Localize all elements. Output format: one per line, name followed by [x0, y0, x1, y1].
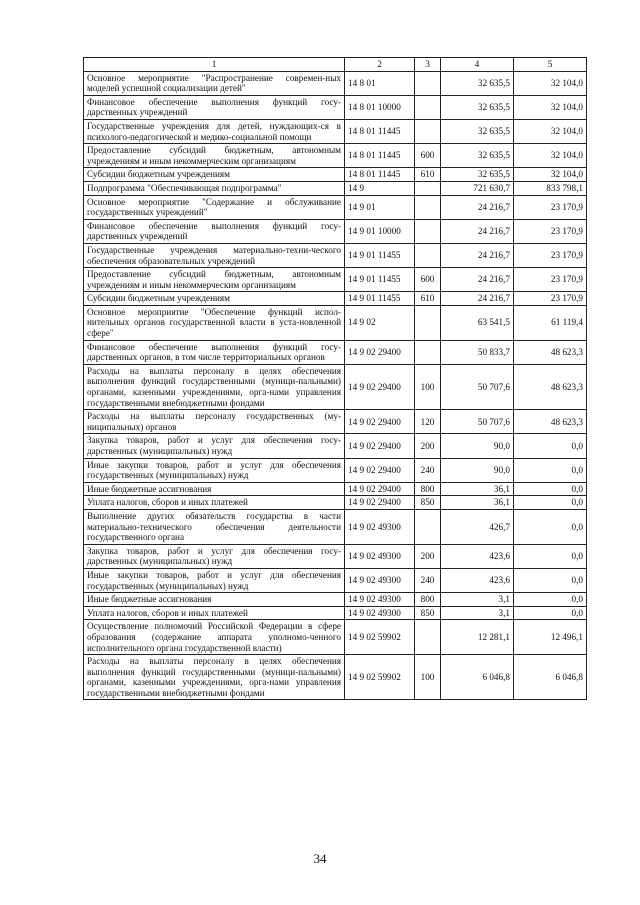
- row-name-cell: Расходы на выплаты персоналу в целях обеспечения выполнения функций государственными (муници-пальными) органами, казенными учреждениями, орга-нами управления государственными внебюджетными фондами: [84, 364, 345, 409]
- row-vr-cell: [415, 509, 441, 544]
- row-value-col4-cell: 12 281,1: [441, 620, 514, 655]
- page-number: 34: [313, 851, 327, 866]
- table-row: [84, 620, 587, 655]
- table-row: [84, 195, 587, 219]
- row-value-col4-cell: 36,1: [441, 482, 514, 496]
- row-value-col5-cell: 0,0: [514, 568, 587, 592]
- row-name-cell: Предоставление субсидий бюджетным, автономным учреждениям и иным некоммерческим организациям: [84, 144, 345, 168]
- row-vr-cell: [415, 305, 441, 340]
- row-name-cell: Государственные учреждения для детей, нуждающих-ся в психолого-педагогической и медико-социальной помощи: [84, 119, 345, 143]
- row-code-cell: 14 9 02 29400: [345, 340, 415, 364]
- row-code-cell: 14 9 02 59902: [345, 620, 415, 655]
- row-vr-cell: [415, 219, 441, 243]
- row-value-col4-cell: 50 707,6: [441, 410, 514, 434]
- table-row: [84, 144, 587, 168]
- row-code-cell: 14 9 02 29400: [345, 496, 415, 510]
- table-row: [84, 292, 587, 306]
- row-value-col4-cell: 3,1: [441, 593, 514, 607]
- table-row: [84, 458, 587, 482]
- row-vr-cell: 600: [415, 268, 441, 292]
- row-value-col5-cell: 0,0: [514, 482, 587, 496]
- table-row: [84, 606, 587, 620]
- row-value-col5-cell: 23 170,9: [514, 292, 587, 306]
- row-code-cell: 14 9 02 29400: [345, 434, 415, 458]
- row-code-cell: 14 8 01 11445: [345, 168, 415, 182]
- row-value-col5-cell: 23 170,9: [514, 219, 587, 243]
- row-vr-cell: 200: [415, 544, 441, 568]
- table-row: [84, 268, 587, 292]
- row-value-col5-cell: 48 623,3: [514, 410, 587, 434]
- table-row: [84, 364, 587, 409]
- row-vr-cell: 850: [415, 606, 441, 620]
- row-value-col4-cell: 32 635,5: [441, 71, 514, 95]
- row-name-cell: Иные бюджетные ассигнования: [84, 593, 345, 607]
- row-name-cell: Иные закупки товаров, работ и услуг для обеспечения государственных (муниципальных) нужд: [84, 568, 345, 592]
- row-value-col5-cell: 61 119,4: [514, 305, 587, 340]
- row-value-col5-cell: 0,0: [514, 593, 587, 607]
- row-code-cell: 14 9 01 11455: [345, 268, 415, 292]
- row-value-col5-cell: 23 170,9: [514, 243, 587, 267]
- row-code-cell: 14 9 02 49300: [345, 509, 415, 544]
- row-name-cell: Государственные учреждения материально-техни-ческого обеспечения образовательных учреждений: [84, 243, 345, 267]
- row-code-cell: 14 8 01 11445: [345, 144, 415, 168]
- row-name-cell: Уплата налогов, сборов и иных платежей: [84, 496, 345, 510]
- row-value-col5-cell: 32 104,0: [514, 71, 587, 95]
- row-name-cell: Подпрограмма "Обеспечивающая подпрограмма": [84, 181, 345, 195]
- row-value-col4-cell: 24 216,7: [441, 243, 514, 267]
- row-name-cell: Выполнение других обязательств государства в части материально-технического обеспечения деятельности государственного органа: [84, 509, 345, 544]
- table-row: [84, 119, 587, 143]
- table-row: [84, 655, 587, 700]
- table-row: [84, 482, 587, 496]
- row-vr-cell: 800: [415, 482, 441, 496]
- table-row: [84, 410, 587, 434]
- row-name-cell: Расходы на выплаты персоналу в целях обеспечения выполнения функций государственными (муници-пальными) органами, казенными учреждениями, орга-нами управления государственными внебюджетными фондами: [84, 655, 345, 700]
- row-vr-cell: 800: [415, 593, 441, 607]
- table-row: [84, 168, 587, 182]
- row-value-col5-cell: 6 046,8: [514, 655, 587, 700]
- row-value-col4-cell: 32 635,5: [441, 95, 514, 119]
- row-value-col5-cell: 0,0: [514, 496, 587, 510]
- row-vr-cell: 600: [415, 144, 441, 168]
- row-value-col4-cell: 32 635,5: [441, 168, 514, 182]
- table-row: [84, 568, 587, 592]
- table-row: [84, 305, 587, 340]
- column-header-3: 3: [415, 58, 441, 72]
- row-value-col4-cell: 3,1: [441, 606, 514, 620]
- table-row: [84, 181, 587, 195]
- row-value-col5-cell: 23 170,9: [514, 195, 587, 219]
- row-name-cell: Основное мероприятие "Содержание и обслуживание государственных учреждений": [84, 195, 345, 219]
- row-name-cell: Уплата налогов, сборов и иных платежей: [84, 606, 345, 620]
- row-code-cell: 14 9 02 29400: [345, 482, 415, 496]
- row-value-col5-cell: 0,0: [514, 606, 587, 620]
- table-row: [84, 95, 587, 119]
- row-code-cell: 14 9 02 49300: [345, 593, 415, 607]
- header-row: [84, 58, 587, 72]
- row-name-cell: Основное мероприятие "Обеспечение функций испол-нительных органов государственной власти в уста-новленной сфере": [84, 305, 345, 340]
- row-value-col5-cell: 48 623,3: [514, 340, 587, 364]
- row-name-cell: Финансовое обеспечение выполнения функций госу-дарственных учреждений: [84, 95, 345, 119]
- row-vr-cell: 610: [415, 292, 441, 306]
- row-name-cell: Закупка товаров, работ и услуг для обеспечения госу-дарственных (муниципальных) нужд: [84, 544, 345, 568]
- row-name-cell: Осуществление полномочий Российской Федерации в сфере образования (содержание аппарата уполномо-ченного исполнительного органа государственной власти): [84, 620, 345, 655]
- table-row: [84, 340, 587, 364]
- row-value-col4-cell: 24 216,7: [441, 268, 514, 292]
- row-name-cell: Финансовое обеспечение выполнения функций госу-дарственных органов, в том числе территориальных органов: [84, 340, 345, 364]
- row-vr-cell: [415, 243, 441, 267]
- column-header-1: 1: [84, 58, 345, 72]
- table-row: [84, 71, 587, 95]
- row-value-col5-cell: 0,0: [514, 509, 587, 544]
- row-code-cell: 14 9: [345, 181, 415, 195]
- table-row: [84, 509, 587, 544]
- row-vr-cell: 100: [415, 655, 441, 700]
- table-row: [84, 544, 587, 568]
- row-code-cell: 14 9 02 49300: [345, 568, 415, 592]
- row-value-col5-cell: 48 623,3: [514, 364, 587, 409]
- column-header-4: 4: [441, 58, 514, 72]
- column-header-5: 5: [514, 58, 587, 72]
- row-vr-cell: 120: [415, 410, 441, 434]
- budget-table: [83, 57, 587, 700]
- row-value-col4-cell: 6 046,8: [441, 655, 514, 700]
- row-code-cell: 14 9 01 10000: [345, 219, 415, 243]
- row-code-cell: 14 9 02 29400: [345, 458, 415, 482]
- row-value-col5-cell: 0,0: [514, 434, 587, 458]
- column-header-2: 2: [345, 58, 415, 72]
- row-value-col4-cell: 24 216,7: [441, 195, 514, 219]
- row-name-cell: Субсидии бюджетным учреждениям: [84, 168, 345, 182]
- row-value-col5-cell: 32 104,0: [514, 168, 587, 182]
- row-code-cell: 14 8 01 11445: [345, 119, 415, 143]
- row-value-col4-cell: 32 635,5: [441, 119, 514, 143]
- row-name-cell: Предоставление субсидий бюджетным, автономным учреждениям и иным некоммерческим организациям: [84, 268, 345, 292]
- row-name-cell: Субсидии бюджетным учреждениям: [84, 292, 345, 306]
- row-vr-cell: [415, 119, 441, 143]
- row-code-cell: 14 9 01 11455: [345, 292, 415, 306]
- row-vr-cell: 200: [415, 434, 441, 458]
- table-row: [84, 219, 587, 243]
- table-row: [84, 434, 587, 458]
- row-code-cell: 14 9 01: [345, 195, 415, 219]
- row-code-cell: 14 9 02 59902: [345, 655, 415, 700]
- row-value-col4-cell: 423,6: [441, 568, 514, 592]
- row-code-cell: 14 8 01 10000: [345, 95, 415, 119]
- row-value-col4-cell: 90,0: [441, 434, 514, 458]
- row-value-col5-cell: 23 170,9: [514, 268, 587, 292]
- row-vr-cell: 610: [415, 168, 441, 182]
- row-vr-cell: [415, 340, 441, 364]
- row-value-col4-cell: 24 216,7: [441, 292, 514, 306]
- row-vr-cell: [415, 620, 441, 655]
- row-value-col5-cell: 32 104,0: [514, 119, 587, 143]
- row-value-col4-cell: 32 635,5: [441, 144, 514, 168]
- table-row: [84, 593, 587, 607]
- row-code-cell: 14 9 02 29400: [345, 364, 415, 409]
- row-name-cell: Финансовое обеспечение выполнения функций госу-дарственных учреждений: [84, 219, 345, 243]
- row-value-col5-cell: 0,0: [514, 544, 587, 568]
- row-code-cell: 14 9 02: [345, 305, 415, 340]
- row-value-col4-cell: 63 541,5: [441, 305, 514, 340]
- row-vr-cell: [415, 71, 441, 95]
- table-body: [84, 71, 587, 700]
- row-name-cell: Иные бюджетные ассигнования: [84, 482, 345, 496]
- table-row: [84, 243, 587, 267]
- row-value-col4-cell: 24 216,7: [441, 219, 514, 243]
- row-value-col5-cell: 32 104,0: [514, 95, 587, 119]
- row-value-col4-cell: 721 630,7: [441, 181, 514, 195]
- row-code-cell: 14 9 02 49300: [345, 544, 415, 568]
- row-value-col4-cell: 423,6: [441, 544, 514, 568]
- table-row: [84, 496, 587, 510]
- row-name-cell: Иные закупки товаров, работ и услуг для обеспечения государственных (муниципальных) нужд: [84, 458, 345, 482]
- row-vr-cell: [415, 195, 441, 219]
- row-vr-cell: 100: [415, 364, 441, 409]
- row-vr-cell: 240: [415, 458, 441, 482]
- row-vr-cell: 240: [415, 568, 441, 592]
- row-vr-cell: [415, 95, 441, 119]
- row-name-cell: Расходы на выплаты персоналу государственных (му-ниципальных) органов: [84, 410, 345, 434]
- row-vr-cell: 850: [415, 496, 441, 510]
- row-code-cell: 14 9 01 11455: [345, 243, 415, 267]
- row-value-col4-cell: 50 707,6: [441, 364, 514, 409]
- row-value-col5-cell: 0,0: [514, 458, 587, 482]
- row-value-col4-cell: 426,7: [441, 509, 514, 544]
- row-name-cell: Закупка товаров, работ и услуг для обеспечения госу-дарственных (муниципальных) нужд: [84, 434, 345, 458]
- row-value-col4-cell: 90,0: [441, 458, 514, 482]
- row-value-col5-cell: 32 104,0: [514, 144, 587, 168]
- row-code-cell: 14 9 02 49300: [345, 606, 415, 620]
- row-value-col5-cell: 12 496,1: [514, 620, 587, 655]
- row-code-cell: 14 9 02 29400: [345, 410, 415, 434]
- row-value-col5-cell: 833 798,1: [514, 181, 587, 195]
- row-value-col4-cell: 36,1: [441, 496, 514, 510]
- row-name-cell: Основное мероприятие "Распространение современ-ных моделей успешной социализации детей": [84, 71, 345, 95]
- row-vr-cell: [415, 181, 441, 195]
- row-value-col4-cell: 50 833,7: [441, 340, 514, 364]
- row-code-cell: 14 8 01: [345, 71, 415, 95]
